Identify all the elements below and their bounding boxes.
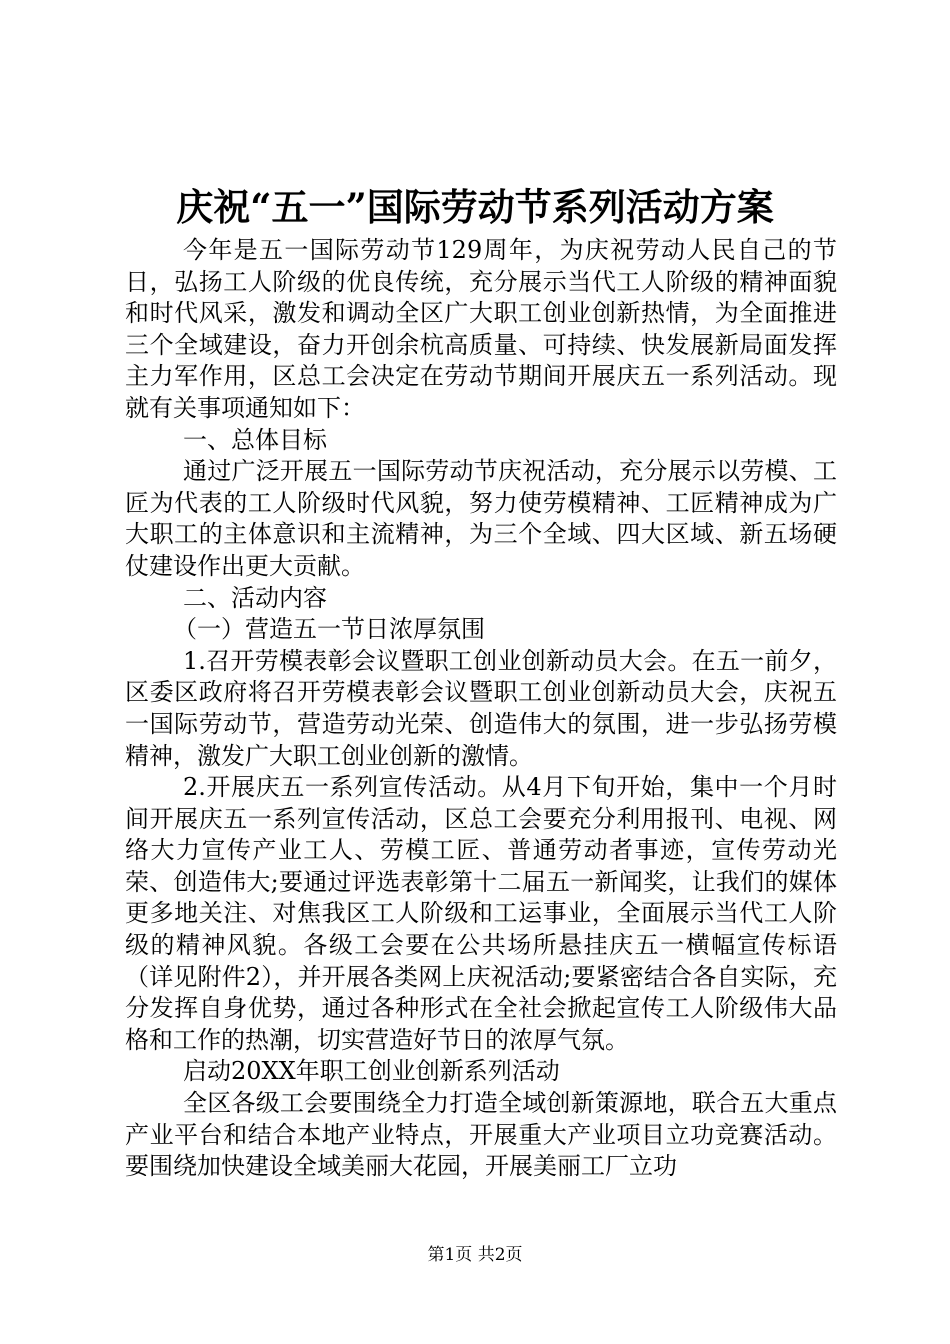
document-title: 庆祝“五一”国际劳动节系列活动方案 <box>176 185 774 229</box>
paragraph-innovation: 全区各级工会要围绕全力打造全域创新策源地，联合五大重点产业平台和结合本地产业特点，开展重大产业项目立功竞赛活动。要围绕加快建设全域美丽大花园，开展美丽工厂立功 <box>125 1089 837 1181</box>
subheading-innovation: 启动20XX年职工创业创新系列活动 <box>183 1057 560 1086</box>
subheading-atmosphere: （一）营造五一节日浓厚氛围 <box>173 615 485 644</box>
paragraph-intro: 今年是五一国际劳动节129周年，为庆祝劳动人民自己的节日，弘扬工人阶级的优良传统，充分展示当代工人阶级的精神面貌和时代风采，激发和调动全区广大职工创业创新热情，为全面推进三个全域建设，奋力开创余杭高质量、可持续、快发展新局面发挥主力军作用，区总工会决定在劳动节期间开展庆五一系列活动。现就有关事项通知如下： <box>125 236 837 422</box>
page-footer: 第1页 共2页 <box>427 1245 523 1265</box>
heading-activities: 二、活动内容 <box>183 583 327 612</box>
paragraph-goal: 通过广泛开展五一国际劳动节庆祝活动，充分展示以劳模、工匠为代表的工人阶级时代风貌，努力使劳模精神、工匠精神成为广大职工的主体意识和主流精神，为三个全域、四大区域、新五场硬仗建设作出更大贡献。 <box>125 457 837 580</box>
paragraph-item-1: 1.召开劳模表彰会议暨职工创业创新动员大会。在五一前夕，区委区政府将召开劳模表彰会议暨职工创业创新动员大会，庆祝五一国际劳动节，营造劳动光荣、创造伟大的氛围，进一步弘扬劳模精神，激发广大职工创业创新的激情。 <box>125 646 837 770</box>
paragraph-item-2: 2.开展庆五一系列宣传活动。从4月下旬开始，集中一个月时间开展庆五一系列宣传活动，区总工会要充分利用报刊、电视、网络大力宣传产业工人、劳模工匠、普通劳动者事迹，宣传劳动光荣、创造伟大;要通过评选表彰第十二届五一新闻奖，让我们的媒体更多地关注、对焦我区工人阶级和工运事业，全面展示当代工人阶级的精神风貌。各级工会要在公共场所悬挂庆五一横幅宣传标语（详见附件2），并开展各类网上庆祝活动;要紧密结合各自实际，充分发挥自身优势，通过各种形式在全社会掀起宣传工人阶级伟大品格和工作的热潮，切实营造好节日的浓厚气氛。 <box>125 773 837 1054</box>
document-body <box>125 235 837 1183</box>
heading-overall-goal: 一、总体目标 <box>183 425 327 454</box>
